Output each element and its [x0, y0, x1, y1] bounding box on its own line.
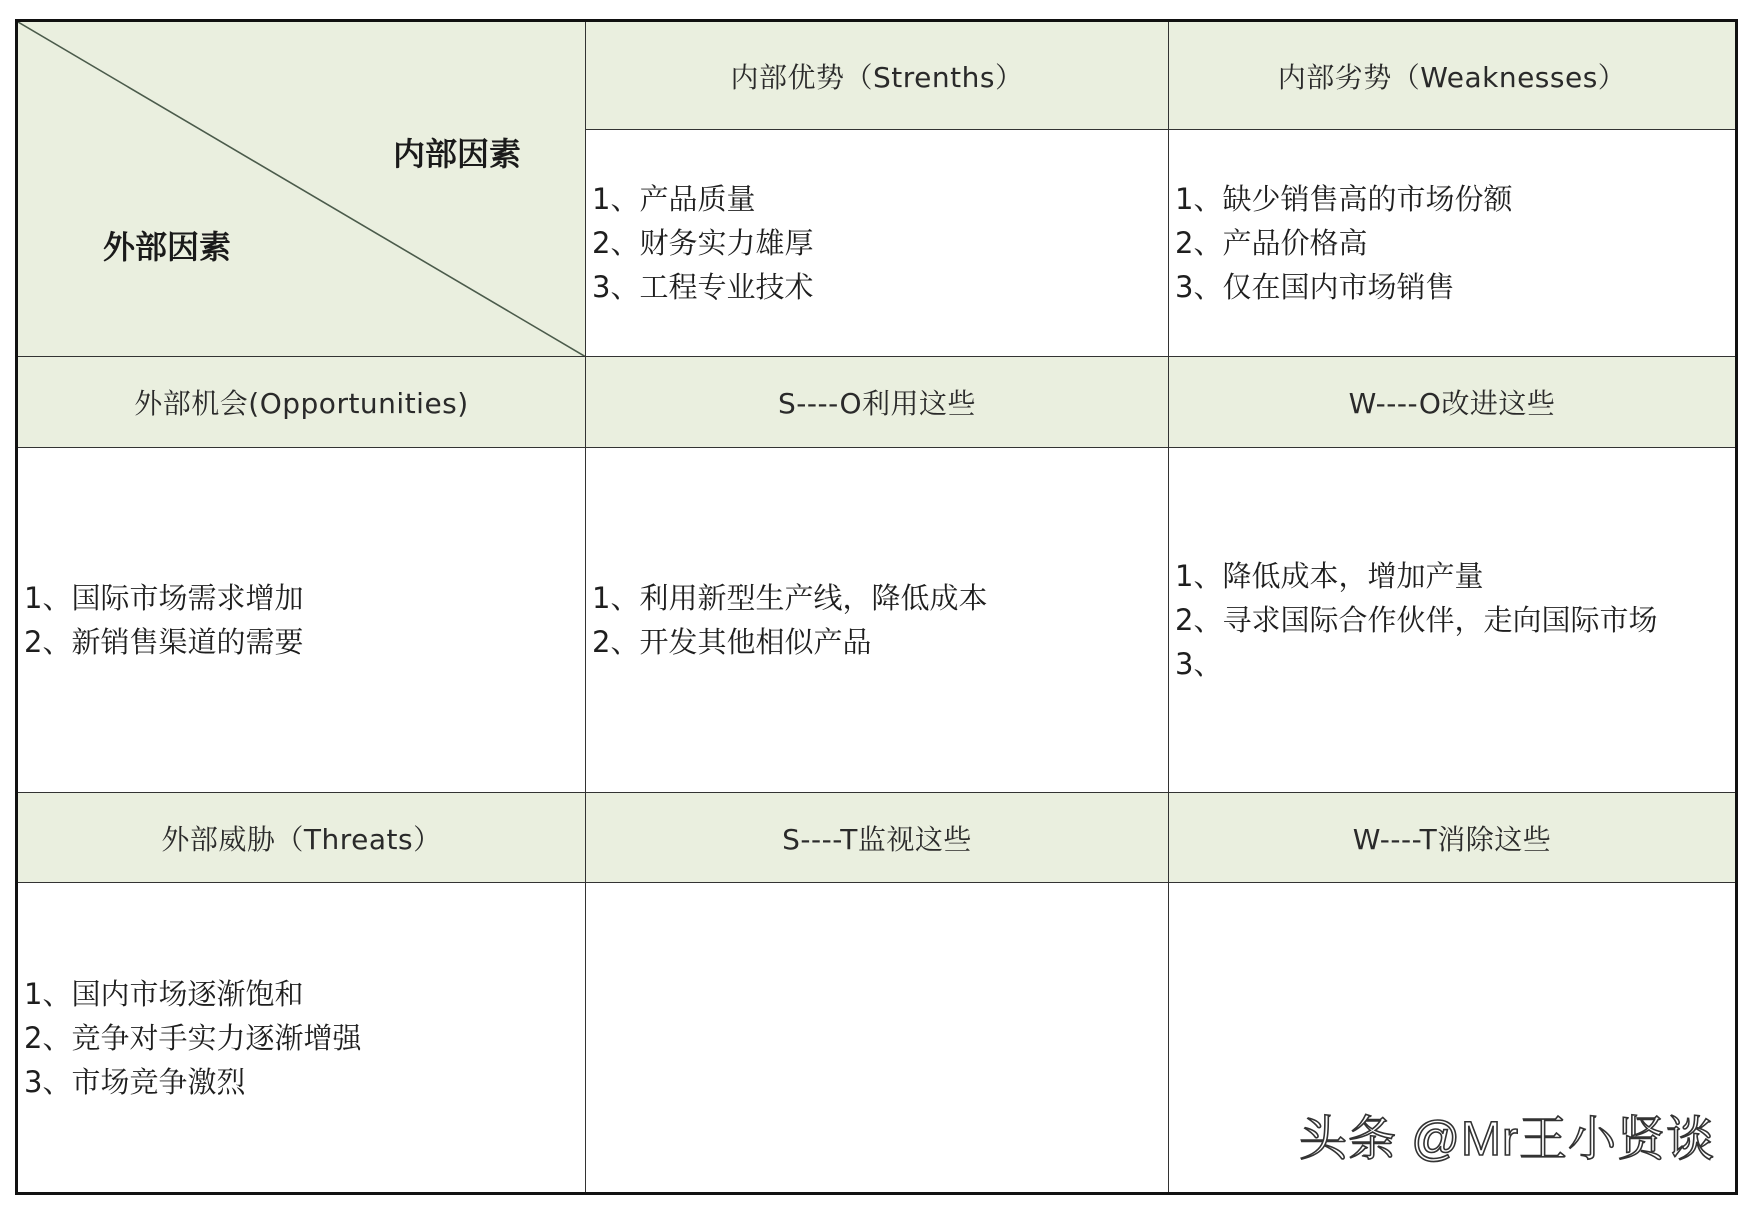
weaknesses-header: 内部劣势（Weaknesses） — [1169, 22, 1735, 130]
so-header: S----O利用这些 — [586, 357, 1169, 448]
weaknesses-item: 1、缺少销售高的市场份额 — [1175, 182, 1513, 216]
wo-item: 2、寻求国际合作伙伴，走向国际市场 — [1175, 603, 1658, 637]
watermark-text: 头条 @Mr王小贤谈 — [1298, 1113, 1715, 1166]
strengths-body — [586, 130, 1169, 357]
weaknesses-item: 3、仅在国内市场销售 — [1175, 270, 1455, 304]
threats-item: 2、竞争对手实力逐渐增强 — [24, 1020, 362, 1055]
st-header: S----T监视这些 — [586, 793, 1169, 883]
weaknesses-body — [1169, 130, 1735, 357]
opportunities-item: 1、国际市场需求增加 — [24, 581, 304, 615]
wo-item: 3、 — [1175, 647, 1223, 681]
strengths-item: 1、产品质量 — [592, 182, 756, 216]
strengths-header: 内部优势（Strenths） — [586, 22, 1169, 130]
corner-cell — [18, 22, 586, 357]
wo-body — [1169, 448, 1735, 793]
so-item: 1、利用新型生产线，降低成本 — [592, 581, 988, 615]
threats-item: 1、国内市场逐渐饱和 — [24, 976, 304, 1011]
strengths-item: 2、财务实力雄厚 — [592, 226, 814, 260]
so-body — [586, 448, 1169, 793]
opportunities-body — [18, 448, 586, 793]
swot-matrix — [15, 19, 1738, 1195]
threats-header: 外部威胁（Threats） — [18, 793, 586, 883]
wo-header: W----O改进这些 — [1169, 357, 1735, 448]
external-factors-label: 外部因素 — [103, 228, 232, 266]
wt-header: W----T消除这些 — [1169, 793, 1735, 883]
internal-factors-label: 内部因素 — [393, 135, 522, 173]
threats-body — [18, 883, 586, 1192]
wo-item: 1、降低成本，增加产量 — [1175, 559, 1484, 593]
so-item: 2、开发其他相似产品 — [592, 625, 872, 659]
st-body — [586, 883, 1169, 1192]
corner-diagonal — [18, 22, 586, 357]
weaknesses-item: 2、产品价格高 — [1175, 226, 1368, 260]
opportunities-header: 外部机会(Opportunities) — [18, 357, 586, 448]
strengths-item: 3、工程专业技术 — [592, 270, 814, 304]
opportunities-item: 2、新销售渠道的需要 — [24, 625, 304, 659]
threats-item: 3、市场竞争激烈 — [24, 1064, 246, 1099]
